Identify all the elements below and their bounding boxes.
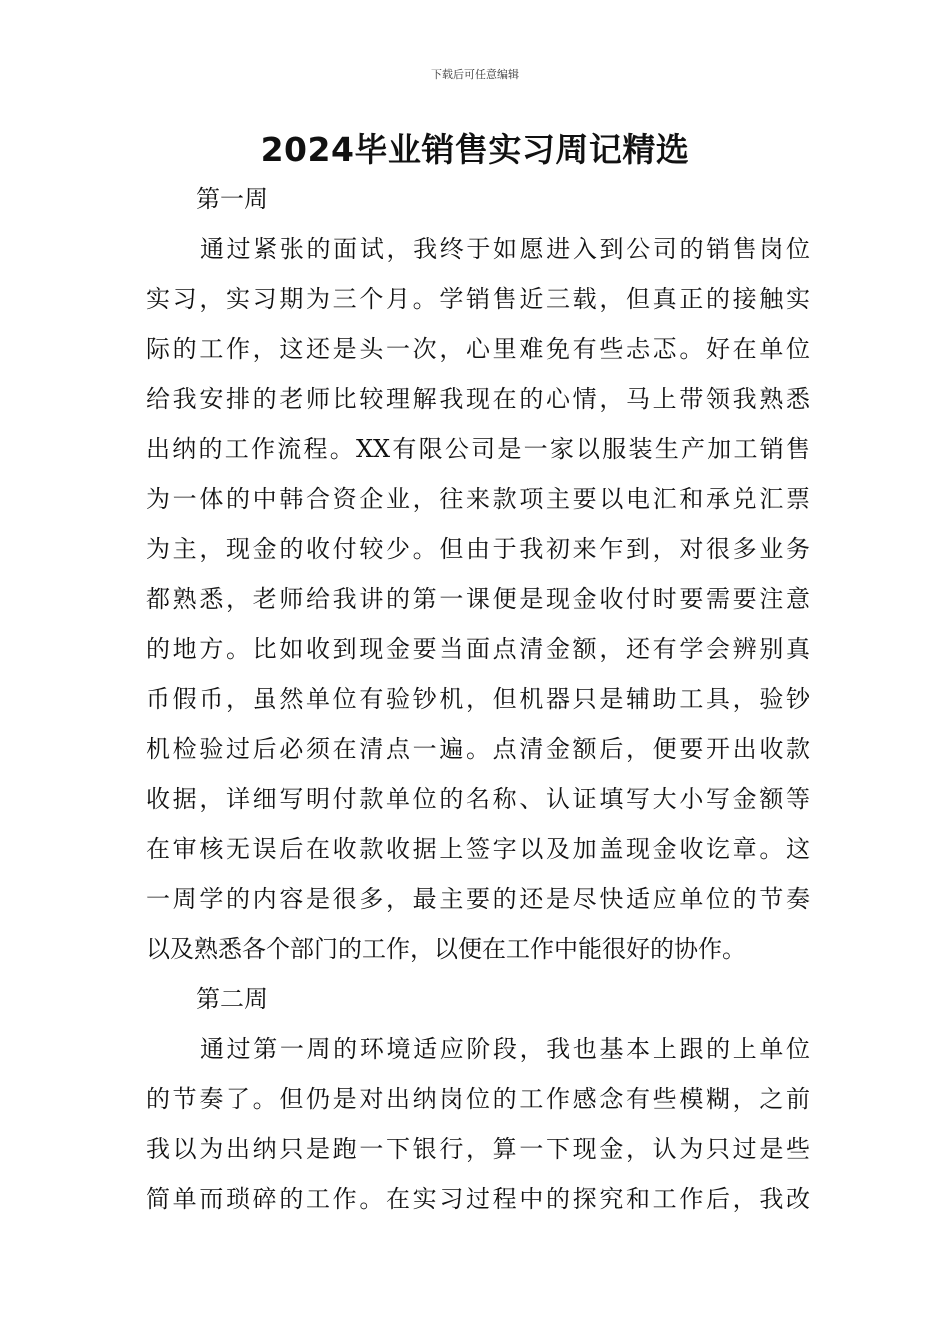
document-body [146,174,810,1224]
paragraph-line: 收据，详细写明付款单位的名称、认证填写大小写金额等 [146,785,810,813]
paragraph-line: 一周学的内容是很多，最主要的还是尽快适应单位的节奏 [146,885,810,913]
paragraph-line: 为一体的中韩合资企业，往来款项主要以电汇和承兑汇票 [146,485,810,513]
paragraph-line: 在审核无误后在收款收据上签字以及加盖现金收讫章。这 [146,835,810,863]
section-heading-week-1: 第一周 [196,185,268,213]
paragraph-line: 简单而琐碎的工作。在实习过程中的探究和工作后，我改 [146,1185,810,1213]
paragraph-line: 币假币，虽然单位有验钞机，但机器只是辅助工具，验钞 [146,685,810,713]
section-heading-week-2: 第二周 [196,985,268,1013]
paragraph-line: 给我安排的老师比较理解我现在的心情，马上带领我熟悉 [146,385,810,413]
paragraph-line: 实习，实习期为三个月。学销售近三载，但真正的接触实 [146,285,810,313]
paragraph-line: 机检验过后必须在清点一遍。点清金额后，便要开出收款 [146,735,810,763]
paragraph-line: 都熟悉，老师给我讲的第一课便是现金收付时要需要注意 [146,585,810,613]
paragraph-line: 通过第一周的环境适应阶段，我也基本上跟的上单位 [200,1035,810,1063]
paragraph-line: 的地方。比如收到现金要当面点清金额，还有学会辨别真 [146,635,810,663]
paragraph-line: 出纳的工作流程。XX有限公司是一家以服装生产加工销售 [146,435,810,463]
paragraph-line: 我以为出纳只是跑一下银行，算一下现金，认为只过是些 [146,1135,810,1163]
paragraph-line: 的节奏了。但仍是对出纳岗位的工作感念有些模糊，之前 [146,1085,810,1113]
document-title: 2024毕业销售实习周记精选 [260,130,690,169]
paragraph-line: 通过紧张的面试，我终于如愿进入到公司的销售岗位 [200,235,810,263]
paragraph-line: 际的工作，这还是头一次，心里难免有些忐忑。好在单位 [146,335,810,363]
header-note: 下载后可任意编辑 [431,68,519,81]
paragraph-line: 为主，现金的收付较少。但由于我初来乍到，对很多业务 [146,535,810,563]
paragraph-line: 以及熟悉各个部门的工作，以便在工作中能很好的协作。 [146,935,746,963]
